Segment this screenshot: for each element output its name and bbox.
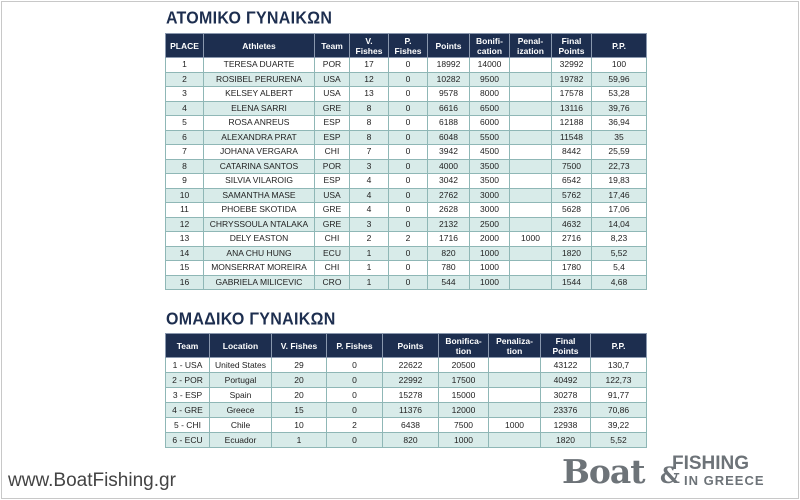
individual-table-cell: 780 — [428, 261, 470, 276]
individual-table-cell: 0 — [389, 101, 428, 116]
individual-table-cell: ANA CHU HUNG — [204, 246, 315, 261]
individual-table-row — [166, 72, 647, 87]
individual-table-cell: 5762 — [552, 188, 592, 203]
individual-table-cell: 19,83 — [592, 174, 647, 189]
individual-table-cell: 53,28 — [592, 87, 647, 102]
individual-table-cell: 5 — [166, 116, 204, 131]
team-table-cell: 2 — [327, 418, 383, 433]
individual-header-cell: Points — [428, 34, 470, 58]
individual-table-cell: 1 — [350, 246, 389, 261]
individual-header-cell: P.P. — [592, 34, 647, 58]
individual-table-cell: ESP — [315, 130, 350, 145]
team-header-cell: V. Fishes — [272, 334, 327, 358]
team-results-table — [165, 333, 647, 448]
individual-table-cell: 8 — [350, 101, 389, 116]
individual-table-cell: 8 — [350, 130, 389, 145]
individual-table-cell: CRO — [315, 275, 350, 290]
team-table-cell: Chile — [210, 418, 272, 433]
individual-table-cell: 4 — [350, 174, 389, 189]
team-table-cell: Greece — [210, 403, 272, 418]
individual-table-cell: 12 — [166, 217, 204, 232]
individual-table-cell: USA — [315, 188, 350, 203]
individual-table-cell: 2 — [389, 232, 428, 247]
team-header-cell: Final Points — [541, 334, 591, 358]
individual-table-cell: 4 — [166, 101, 204, 116]
team-header-cell: P. Fishes — [327, 334, 383, 358]
individual-table-cell: 0 — [389, 58, 428, 73]
individual-table-row — [166, 145, 647, 160]
website-url[interactable]: www.BoatFishing.gr — [8, 470, 176, 491]
individual-table-cell: 6000 — [470, 116, 510, 131]
individual-table-cell: 2628 — [428, 203, 470, 218]
individual-table-cell: GRE — [315, 203, 350, 218]
individual-table-cell: 11 — [166, 203, 204, 218]
team-table-cell: United States — [210, 358, 272, 373]
individual-table-cell: 4 — [350, 203, 389, 218]
individual-table-cell: 13116 — [552, 101, 592, 116]
individual-table-row — [166, 261, 647, 276]
individual-table-cell — [510, 188, 552, 203]
individual-table-cell: 1544 — [552, 275, 592, 290]
individual-table-cell: CHI — [315, 145, 350, 160]
individual-table-cell: 0 — [389, 72, 428, 87]
team-table-cell: 23376 — [541, 403, 591, 418]
individual-table-cell: 16 — [166, 275, 204, 290]
individual-table-cell: 9500 — [470, 72, 510, 87]
individual-table-row — [166, 232, 647, 247]
team-table-cell: 15000 — [439, 388, 489, 403]
individual-table-row — [166, 159, 647, 174]
individual-table-cell: 1820 — [552, 246, 592, 261]
individual-table-cell: 19782 — [552, 72, 592, 87]
team-table-row — [166, 403, 647, 418]
logo-greece-text: IN GREECE — [684, 473, 765, 488]
boatfishing-logo — [562, 453, 794, 493]
individual-table-cell — [510, 174, 552, 189]
individual-table-cell: 9578 — [428, 87, 470, 102]
team-table-row — [166, 418, 647, 433]
individual-table-cell: 39,76 — [592, 101, 647, 116]
individual-header-cell: Penal-ization — [510, 34, 552, 58]
individual-table-cell — [510, 58, 552, 73]
individual-table-cell: SILVIA VILAROIG — [204, 174, 315, 189]
team-table-cell: 29 — [272, 358, 327, 373]
individual-table-cell: JOHANA VERGARA — [204, 145, 315, 160]
individual-table-cell: 1000 — [470, 275, 510, 290]
individual-table-row — [166, 58, 647, 73]
individual-table-cell: 1 — [350, 261, 389, 276]
team-table-cell: 20 — [272, 373, 327, 388]
individual-table-cell: 3 — [350, 159, 389, 174]
individual-table-cell: ELENA SARRI — [204, 101, 315, 116]
team-table-cell: 20500 — [439, 358, 489, 373]
individual-table-cell: 10 — [166, 188, 204, 203]
individual-table-cell: 3 — [166, 87, 204, 102]
team-table-cell: 1000 — [439, 433, 489, 448]
individual-table-cell: 3042 — [428, 174, 470, 189]
team-table-cell: 12938 — [541, 418, 591, 433]
individual-table-cell: 100 — [592, 58, 647, 73]
individual-table-cell: 0 — [389, 188, 428, 203]
individual-table-cell — [510, 275, 552, 290]
individual-table-cell: 2000 — [470, 232, 510, 247]
team-table-cell: 0 — [327, 403, 383, 418]
individual-table-cell — [510, 261, 552, 276]
team-table-cell: 5,52 — [591, 433, 647, 448]
individual-table-row — [166, 275, 647, 290]
team-table-cell: 0 — [327, 373, 383, 388]
individual-table-row — [166, 101, 647, 116]
team-table-cell — [489, 373, 541, 388]
individual-table-cell: 9 — [166, 174, 204, 189]
individual-table-cell — [510, 159, 552, 174]
team-table-cell: 91,77 — [591, 388, 647, 403]
team-table-cell: 15278 — [383, 388, 439, 403]
team-table-cell: 10 — [272, 418, 327, 433]
individual-table-cell: MONSERRAT MOREIRA — [204, 261, 315, 276]
individual-table-cell: DELY EASTON — [204, 232, 315, 247]
team-table-cell: 3 - ESP — [166, 388, 210, 403]
individual-table-cell: CATARINA SANTOS — [204, 159, 315, 174]
individual-table-cell: 8 — [166, 159, 204, 174]
individual-table-cell: 36,94 — [592, 116, 647, 131]
individual-table-cell: 6 — [166, 130, 204, 145]
individual-table-cell: 4632 — [552, 217, 592, 232]
individual-table-row — [166, 130, 647, 145]
individual-table-cell: CHI — [315, 261, 350, 276]
individual-table-cell: 14,04 — [592, 217, 647, 232]
team-table-cell: 43122 — [541, 358, 591, 373]
team-table-cell: 20 — [272, 388, 327, 403]
individual-table-cell: 18992 — [428, 58, 470, 73]
individual-table-cell: 13 — [166, 232, 204, 247]
team-table-row — [166, 433, 647, 448]
team-table-cell: 1 - USA — [166, 358, 210, 373]
individual-table-cell: 7 — [350, 145, 389, 160]
individual-table-cell: 820 — [428, 246, 470, 261]
individual-table-cell: 14000 — [470, 58, 510, 73]
team-table-cell: 11376 — [383, 403, 439, 418]
team-table-cell: 4 - GRE — [166, 403, 210, 418]
team-table-cell: 6 - ECU — [166, 433, 210, 448]
team-table-cell: 0 — [327, 433, 383, 448]
team-table-cell: 1820 — [541, 433, 591, 448]
individual-table-cell: 11548 — [552, 130, 592, 145]
individual-table-row — [166, 188, 647, 203]
individual-table-cell: 1000 — [510, 232, 552, 247]
team-table-cell: 70,86 — [591, 403, 647, 418]
individual-table-cell: 7500 — [552, 159, 592, 174]
individual-table-cell: 0 — [389, 159, 428, 174]
individual-header-cell: Final Points — [552, 34, 592, 58]
individual-title: ΑΤΟΜΙΚΟ ΓΥΝΑΙΚΩΝ — [166, 9, 333, 28]
individual-table-cell: 12 — [350, 72, 389, 87]
team-title: ΟΜΑΔΙΚΟ ΓΥΝΑΙΚΩΝ — [166, 310, 336, 329]
team-table-cell: 1000 — [489, 418, 541, 433]
individual-table-cell: 17,06 — [592, 203, 647, 218]
individual-table-cell: 5,52 — [592, 246, 647, 261]
individual-table-cell: 4,68 — [592, 275, 647, 290]
individual-table-cell — [510, 130, 552, 145]
individual-table-cell: 17,46 — [592, 188, 647, 203]
team-header-cell: Team — [166, 334, 210, 358]
individual-table-cell: 1 — [350, 275, 389, 290]
individual-table-cell: GRE — [315, 217, 350, 232]
individual-table-cell: 8442 — [552, 145, 592, 160]
individual-table-cell: 14 — [166, 246, 204, 261]
individual-table-cell: 3000 — [470, 188, 510, 203]
team-table-cell: 12000 — [439, 403, 489, 418]
individual-header-cell: Team — [315, 34, 350, 58]
individual-table-cell: 6188 — [428, 116, 470, 131]
team-table-cell: Ecuador — [210, 433, 272, 448]
individual-table-cell: TERESA DUARTE — [204, 58, 315, 73]
individual-header-cell: P. Fishes — [389, 34, 428, 58]
individual-table-cell — [510, 72, 552, 87]
individual-table-cell — [510, 217, 552, 232]
individual-table-cell: 0 — [389, 145, 428, 160]
individual-table-cell: 6616 — [428, 101, 470, 116]
individual-table-cell — [510, 87, 552, 102]
individual-table-cell: 2 — [166, 72, 204, 87]
individual-table-row — [166, 87, 647, 102]
individual-table-cell: 35 — [592, 130, 647, 145]
individual-table-cell — [510, 101, 552, 116]
team-table-cell — [489, 388, 541, 403]
logo-fishing-text: FISHING — [672, 453, 750, 474]
logo-ampersand: & — [660, 463, 680, 489]
individual-table-cell: 8,23 — [592, 232, 647, 247]
individual-table-cell: ALEXANDRA PRAT — [204, 130, 315, 145]
individual-table-cell: ECU — [315, 246, 350, 261]
individual-table-cell — [510, 246, 552, 261]
individual-table-cell: 32992 — [552, 58, 592, 73]
individual-table-cell — [510, 145, 552, 160]
individual-header-cell: Bonifi-cation — [470, 34, 510, 58]
team-table-row — [166, 358, 647, 373]
team-table-cell: Spain — [210, 388, 272, 403]
team-table-cell: 1 — [272, 433, 327, 448]
individual-table-cell: 1780 — [552, 261, 592, 276]
individual-table-cell: 22,73 — [592, 159, 647, 174]
team-table-cell: 0 — [327, 358, 383, 373]
team-table-cell: 5 - CHI — [166, 418, 210, 433]
individual-table-cell: 6048 — [428, 130, 470, 145]
team-table-cell: 40492 — [541, 373, 591, 388]
individual-table-cell: 8000 — [470, 87, 510, 102]
individual-table-cell: 2716 — [552, 232, 592, 247]
individual-table-row — [166, 246, 647, 261]
individual-table-cell: 3 — [350, 217, 389, 232]
individual-table-cell: 1716 — [428, 232, 470, 247]
individual-table-cell: 0 — [389, 87, 428, 102]
individual-table-cell: 8 — [350, 116, 389, 131]
individual-table-cell: 25,59 — [592, 145, 647, 160]
team-table-cell: 15 — [272, 403, 327, 418]
individual-table-cell: ROSA ANREUS — [204, 116, 315, 131]
individual-header-cell: Athletes — [204, 34, 315, 58]
team-header-row — [166, 334, 647, 358]
individual-table-cell: GABRIELA MILICEVIC — [204, 275, 315, 290]
individual-table-cell: 3500 — [470, 174, 510, 189]
individual-table-cell: 0 — [389, 217, 428, 232]
individual-table-cell: 0 — [389, 116, 428, 131]
individual-table-cell — [510, 203, 552, 218]
individual-table-cell: KELSEY ALBERT — [204, 87, 315, 102]
team-header-cell: Penaliza-tion — [489, 334, 541, 358]
team-table-cell: 22622 — [383, 358, 439, 373]
individual-table-cell: 0 — [389, 261, 428, 276]
individual-table-cell: 3942 — [428, 145, 470, 160]
individual-table-cell: 3500 — [470, 159, 510, 174]
individual-table-cell: 5,4 — [592, 261, 647, 276]
team-table-cell: 7500 — [439, 418, 489, 433]
team-table-cell: 0 — [327, 388, 383, 403]
individual-table-cell: 59,96 — [592, 72, 647, 87]
team-table-cell: 122,73 — [591, 373, 647, 388]
individual-table-cell: 5500 — [470, 130, 510, 145]
individual-table-cell: 17578 — [552, 87, 592, 102]
individual-table-cell: ESP — [315, 174, 350, 189]
individual-table-row — [166, 217, 647, 232]
individual-table-cell — [510, 116, 552, 131]
individual-table-cell: 0 — [389, 130, 428, 145]
individual-table-cell: POR — [315, 58, 350, 73]
individual-results-table — [165, 33, 647, 290]
individual-table-cell: 544 — [428, 275, 470, 290]
team-table-cell — [489, 433, 541, 448]
team-table-cell: 130,7 — [591, 358, 647, 373]
individual-table-cell: 7 — [166, 145, 204, 160]
individual-table-cell: USA — [315, 87, 350, 102]
individual-table-cell: 4000 — [428, 159, 470, 174]
individual-table-cell: 6500 — [470, 101, 510, 116]
individual-table-cell: 0 — [389, 203, 428, 218]
individual-table-cell: USA — [315, 72, 350, 87]
individual-table-cell: 0 — [389, 275, 428, 290]
individual-table-row — [166, 203, 647, 218]
team-table-cell: 39,22 — [591, 418, 647, 433]
team-table-row — [166, 388, 647, 403]
logo-boat-text: Boat — [562, 452, 645, 491]
individual-table-cell: 2 — [350, 232, 389, 247]
individual-table-cell: POR — [315, 159, 350, 174]
team-table-cell — [489, 358, 541, 373]
individual-table-cell: 1000 — [470, 261, 510, 276]
individual-table-row — [166, 116, 647, 131]
individual-table-cell: PHOEBE SKOTIDA — [204, 203, 315, 218]
team-table-cell: 17500 — [439, 373, 489, 388]
individual-table-cell: ESP — [315, 116, 350, 131]
individual-table-cell: 6542 — [552, 174, 592, 189]
individual-header-row — [166, 34, 647, 58]
individual-table-cell: 2762 — [428, 188, 470, 203]
team-header-cell: Bonifica-tion — [439, 334, 489, 358]
individual-table-cell: CHRYSSOULA NTALAKA — [204, 217, 315, 232]
individual-table-cell: 0 — [389, 246, 428, 261]
individual-table-cell: 13 — [350, 87, 389, 102]
team-table-cell: 30278 — [541, 388, 591, 403]
individual-table-cell: 2500 — [470, 217, 510, 232]
individual-table-cell: 10282 — [428, 72, 470, 87]
individual-table-cell: SAMANTHA MASE — [204, 188, 315, 203]
individual-table-cell: CHI — [315, 232, 350, 247]
individual-table-cell: 3000 — [470, 203, 510, 218]
team-header-cell: Points — [383, 334, 439, 358]
individual-header-cell: PLACE — [166, 34, 204, 58]
team-table-row — [166, 373, 647, 388]
individual-table-cell: 1 — [166, 58, 204, 73]
individual-table-cell: GRE — [315, 101, 350, 116]
individual-table-cell: 17 — [350, 58, 389, 73]
individual-table-cell: 4 — [350, 188, 389, 203]
team-table-cell: 820 — [383, 433, 439, 448]
individual-table-cell: ROSIBEL PERURENA — [204, 72, 315, 87]
team-header-cell: Location — [210, 334, 272, 358]
individual-header-cell: V. Fishes — [350, 34, 389, 58]
individual-table-cell: 0 — [389, 174, 428, 189]
individual-table-row — [166, 174, 647, 189]
individual-table-cell: 5628 — [552, 203, 592, 218]
individual-table-cell: 12188 — [552, 116, 592, 131]
individual-table-cell: 4500 — [470, 145, 510, 160]
team-table-cell: 6438 — [383, 418, 439, 433]
team-table-cell — [489, 403, 541, 418]
team-table-cell: 22992 — [383, 373, 439, 388]
team-table-cell: 2 - POR — [166, 373, 210, 388]
individual-table-cell: 1000 — [470, 246, 510, 261]
individual-table-cell: 15 — [166, 261, 204, 276]
individual-table-cell: 2132 — [428, 217, 470, 232]
team-header-cell: P.P. — [591, 334, 647, 358]
team-table-cell: Portugal — [210, 373, 272, 388]
